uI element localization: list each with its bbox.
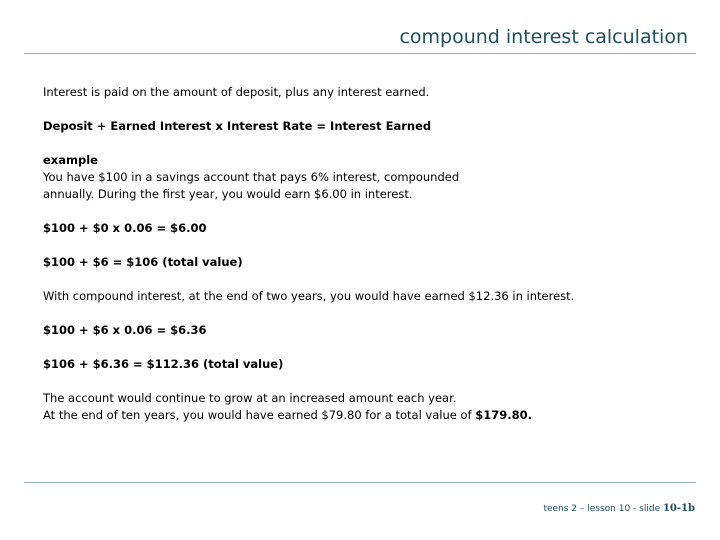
example-line-1: You have $100 in a savings account that pays 6% interest, compounded — [43, 170, 460, 184]
calculation-1: $100 + $0 x 0.06 = $6.00 — [43, 221, 207, 235]
closing-line-2-text: At the end of ten years, you would have earned $79.80 for a total value of — [43, 408, 476, 422]
formula-text: Deposit + Earned Interest x Interest Rate = Interest Earned — [43, 119, 432, 133]
closing-line-2 — [43, 407, 693, 424]
total-value: $179.80. — [475, 408, 532, 422]
slide-title: compound interest calculation — [399, 26, 688, 48]
top-divider — [24, 53, 696, 54]
calculation-4: $106 + $6.36 = $112.36 (total value) — [43, 357, 284, 371]
slide-number: 10-1b — [662, 503, 695, 514]
footer-label: teens 2 – lesson 10 - slide — [543, 504, 663, 514]
calculation-3: $100 + $6 x 0.06 = $6.36 — [43, 323, 207, 337]
intro-text: Interest is paid on the amount of deposit, plus any interest earned. — [43, 85, 430, 99]
calculation-2: $100 + $6 = $106 (total value) — [43, 255, 243, 269]
example-heading: example — [43, 153, 98, 167]
compound-note: With compound interest, at the end of two years, you would have earned $12.36 in interest. — [43, 289, 575, 303]
bottom-divider — [24, 482, 696, 483]
example-line-2: annually. During the first year, you would earn $6.00 in interest. — [43, 187, 413, 201]
closing-line-1: The account would continue to grow at an increased amount each year. — [43, 391, 457, 405]
slide-body — [43, 84, 693, 424]
slide-footer — [543, 503, 695, 514]
